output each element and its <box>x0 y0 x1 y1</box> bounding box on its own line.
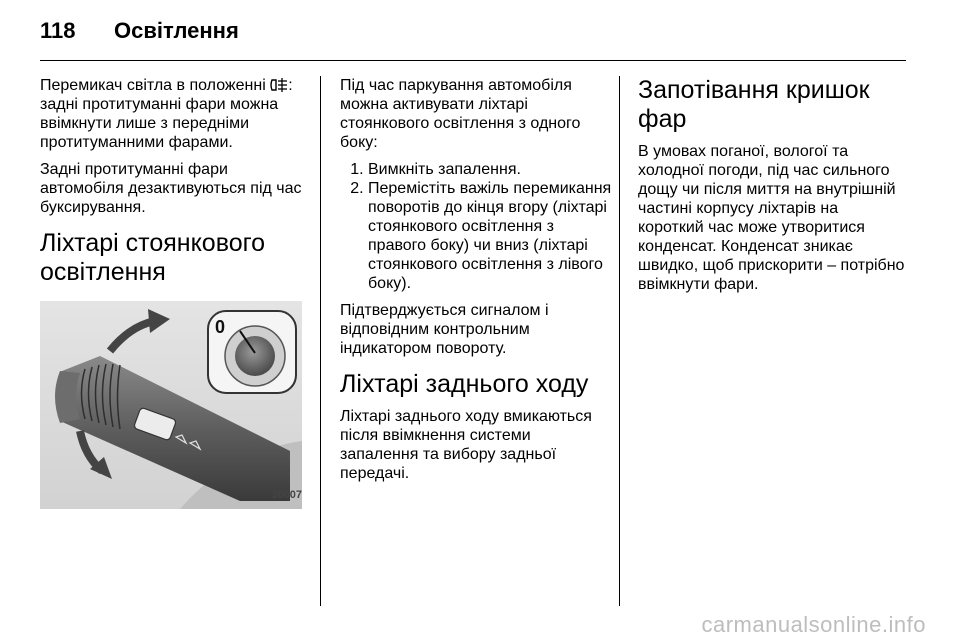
paragraph: Ліхтарі заднього ходу вмикаються після ввімкнення системи запалення та вибору задньої передачі. <box>340 408 592 482</box>
paragraph: Під час паркування автомобіля можна активувати ліхтарі стоянкового освітлення з одного боку: <box>340 77 581 151</box>
paragraph <box>40 76 312 152</box>
column-3 <box>638 76 908 302</box>
paragraph-text: Перемикач світла в положенні <box>40 77 266 94</box>
page-title: Освітлення <box>114 18 239 43</box>
column-2 <box>340 76 612 491</box>
parking-light-figure <box>40 301 302 509</box>
parking-light-stalk-illustration <box>40 301 302 509</box>
paragraph-text: : задні протитуманні фари можна ввімкнути лише з передніми протитуманними фарами. <box>40 77 293 151</box>
watermark: carmanualsonline.info <box>701 612 926 637</box>
section-heading: Ліхтарі стоянкового освітлення <box>40 229 266 286</box>
figure-number: 30007 <box>271 489 302 501</box>
paragraph: В умовах поганої, вологої та холодної погоди, під час сильного дощу чи після миття на внутрішній частині корпусу ліхтарів на короткий час може утворитися конденсат. Конденсат зникає швидко, щоб прискорити – потрібно ввімкнути фари. <box>638 143 905 293</box>
section-heading: Запотівання кришок фар <box>638 76 870 133</box>
paragraph: Задні протитуманні фари автомобіля дезактивуються під час буксирування. <box>40 161 302 216</box>
list-item: 2. Перемістіть важіль перемикання поворотів до кінця вгору (ліхтарі стоянкового освітлення з правого боку) чи вниз (ліхтарі стоянкового освітлення з лівого боку). <box>368 179 612 293</box>
page-number: 118 <box>40 18 76 43</box>
rear-fog-light-icon <box>270 78 288 92</box>
paragraph: Підтверджується сигналом і відповідним контрольним індикатором повороту. <box>340 302 549 357</box>
header-divider <box>40 60 906 61</box>
column-divider <box>320 76 321 606</box>
column-1 <box>40 76 312 509</box>
column-divider <box>619 76 620 606</box>
page-header <box>40 10 906 58</box>
steps-list <box>340 160 612 293</box>
section-heading: Ліхтарі заднього ходу <box>340 370 589 398</box>
list-item: 1. Вимкніть запалення. <box>368 160 612 179</box>
dial-label: 0 <box>215 317 226 337</box>
